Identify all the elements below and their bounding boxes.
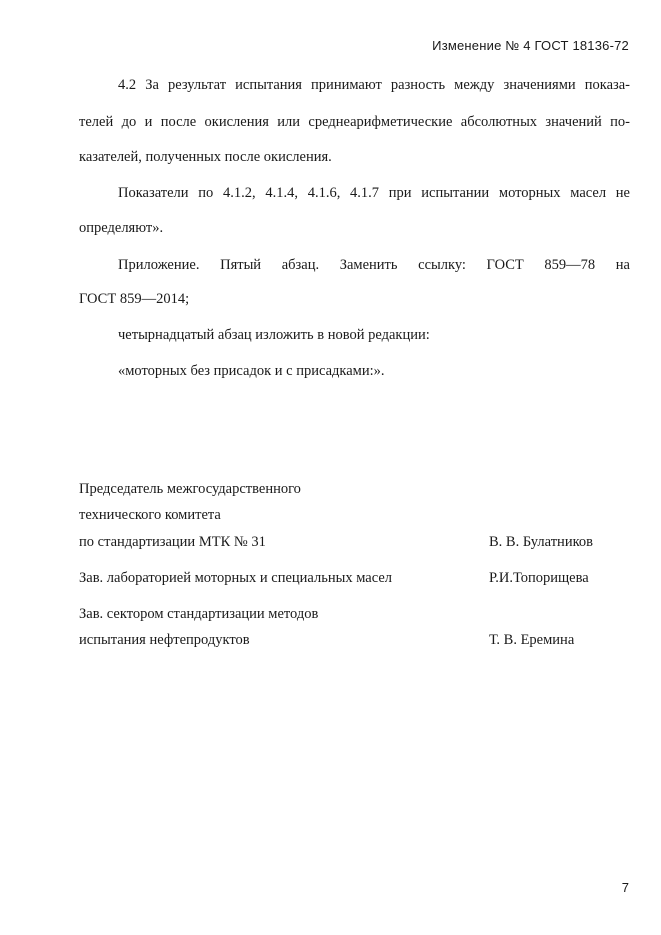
page-header: Изменение № 4 ГОСТ 18136-72: [432, 38, 629, 53]
signatory-title: испытания нефтепродуктов: [79, 632, 250, 648]
paragraph-line: ГОСТ 859—2014;: [79, 291, 190, 307]
signatory-name: Р.И.Топорищева: [489, 570, 589, 586]
signatory-title: Председатель межгосударственного: [79, 481, 301, 497]
paragraph-line: четырнадцатый абзац изложить в новой редакции:: [118, 327, 430, 343]
paragraph-line: 4.2 За результат испытания принимают разность между значениями показа-: [118, 77, 630, 93]
paragraph-line: телей до и после окисления или среднеарифметические абсолютных значений по-: [79, 114, 630, 130]
paragraph-line: Приложение. Пятый абзац. Заменить ссылку: ГОСТ 859—78 на: [118, 257, 630, 273]
paragraph-line: определяют».: [79, 220, 164, 236]
paragraph-line: казателей, полученных после окисления.: [79, 149, 332, 165]
signatory-title: Зав. лабораторией моторных и специальных масел: [79, 570, 393, 586]
signatory-name: Т. В. Еремина: [489, 632, 575, 648]
paragraph-line: Показатели по 4.1.2, 4.1.4, 4.1.6, 4.1.7 при испытании моторных масел не: [118, 185, 630, 201]
signatory-title: технического комитета: [79, 507, 221, 523]
paragraph-line: «моторных без присадок и с присадками:».: [118, 363, 385, 379]
signatory-title: Зав. сектором стандартизации методов: [79, 606, 319, 622]
page-number: 7: [621, 880, 629, 895]
signatory-name: В. В. Булатников: [489, 534, 593, 550]
signatory-title: по стандартизации МТК № 31: [79, 534, 266, 550]
